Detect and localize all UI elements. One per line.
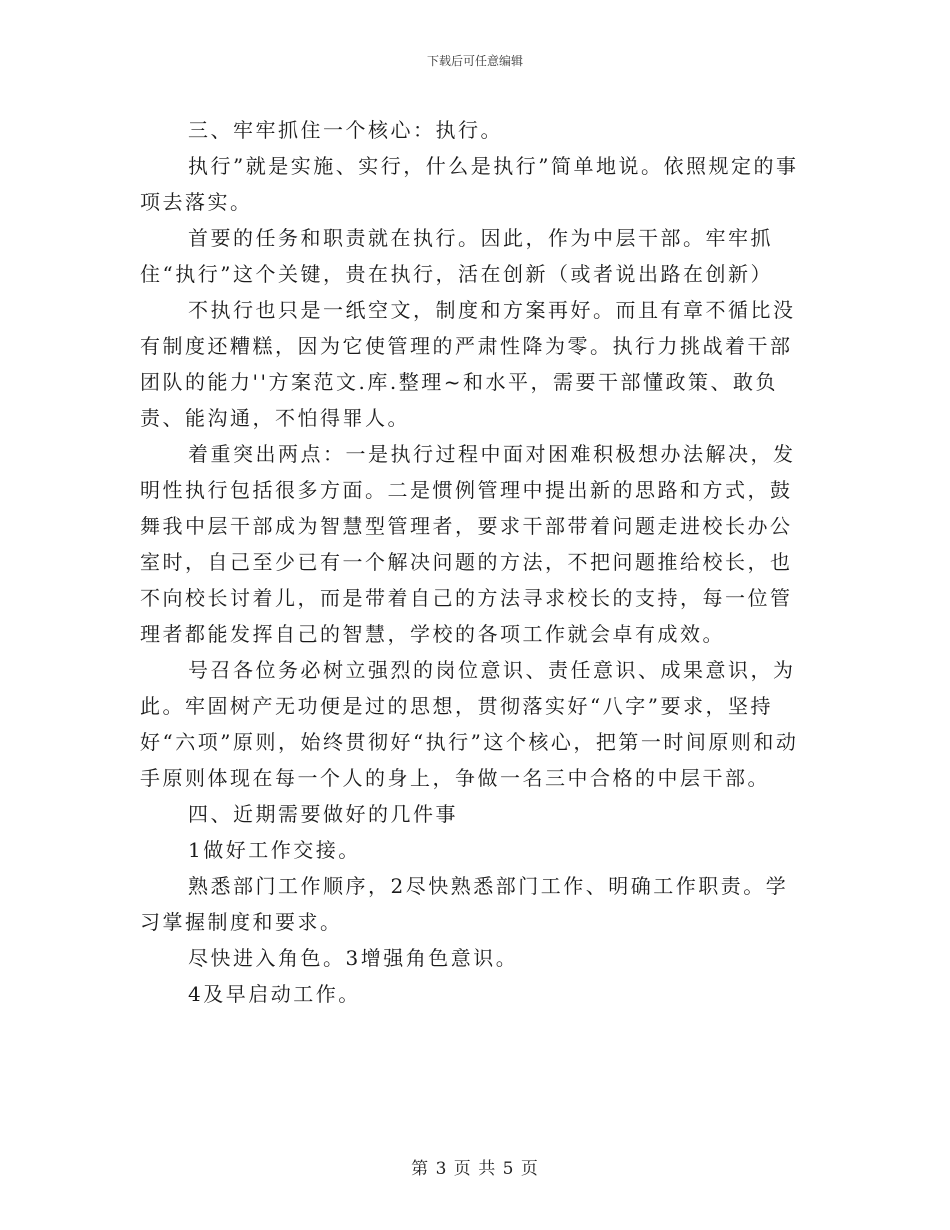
paragraph: 首要的任务和职责就在执行。因此，作为中层干部。牢牢抓住“执行”这个关键，贵在执行，活在创新（或者说出路在创新） [140,226,773,286]
list-item: 4及早启动工作。 [188,982,361,1006]
paragraph: 执行”就是实施、实行，什么是执行”简单地说。依照规定的事项去落实。 [140,154,799,214]
paragraph: 不执行也只是一纸空文，制度和方案再好。而且有章不循比没有制度还糟糕，因为它使管理的严肃性降为零。执行力挑战着干部团队的能力''方案范文.库.整理~和水平，需要干部懂政策、敢负责、能沟通，不怕得罪人。 [140,298,796,430]
paragraph: 着重突出两点：一是执行过程中面对困难积极想办法解决，发明性执行包括很多方面。二是惯例管理中提出新的思路和方式，鼓舞我中层干部成为智慧型管理者，要求干部带着问题走进校长办公室时，自己至少已有一个解决问题的方法，不把问题推给校长，也不向校长讨着儿，而是带着自己的方法寻求校长的支持，每一位管理者都能发挥自己的智慧，学校的各项工作就会卓有成效。 [140,442,796,646]
list-item: 1做好工作交接。 [188,838,361,862]
list-item: 尽快进入角色。3增强角色意识。 [188,946,519,970]
header-note: 下载后可任意编辑 [426,54,523,68]
paragraph: 号召各位务必树立强烈的岗位意识、责任意识、成果意识，为此。牢固树产无功便是过的思想，贯彻落实好“八字”要求，坚持好“六项”原则，始终贯彻好“执行”这个核心，把第一时间原则和动手原则体现在每一个人的身上，争做一名三中合格的中层干部。 [140,658,799,790]
section-heading-3: 三、牢牢抓住一个核心：执行。 [188,118,503,142]
list-item: 熟悉部门工作顺序，2尽快熟悉部门工作、明确工作职责。学习掌握制度和要求。 [140,874,789,934]
section-heading-4: 四、近期需要做好的几件事 [188,802,458,826]
page-number: 第 3 页 共 5 页 [411,1159,539,1179]
document-body [140,112,810,1012]
